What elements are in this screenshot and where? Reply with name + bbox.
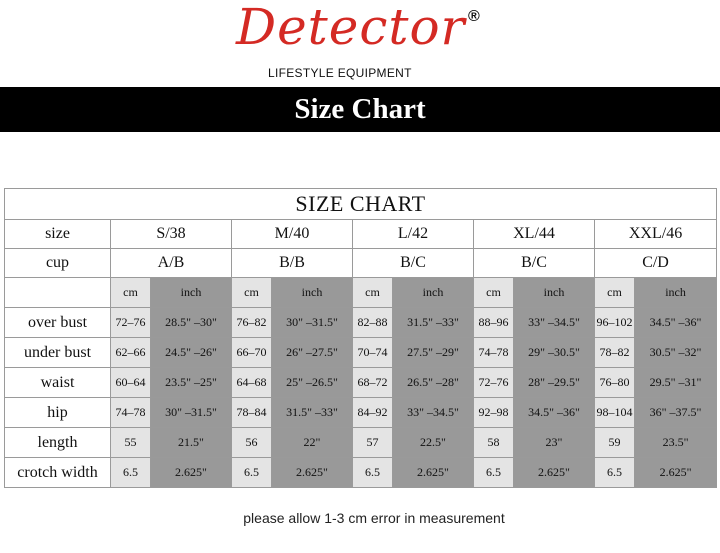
inch-value: 26" –27.5" xyxy=(272,338,353,368)
brand-name: Detector xyxy=(236,0,466,56)
inch-value: 29" –30.5" xyxy=(514,338,595,368)
measurement-label: waist xyxy=(5,368,111,398)
cm-value: 72–76 xyxy=(474,368,514,398)
inch-value: 24.5" –26" xyxy=(151,338,232,368)
cup-label: cup xyxy=(5,249,111,278)
cup-header: B/B xyxy=(232,249,353,278)
measurement-label: over bust xyxy=(5,308,111,338)
page-title: Size Chart xyxy=(294,93,426,125)
inch-value: 30" –31.5" xyxy=(272,308,353,338)
cm-value: 56 xyxy=(232,428,272,458)
table-row xyxy=(5,398,717,428)
cm-value: 88–96 xyxy=(474,308,514,338)
cup-row xyxy=(5,249,717,278)
cup-header: A/B xyxy=(111,249,232,278)
cm-value: 58 xyxy=(474,428,514,458)
unit-row-blank xyxy=(5,278,111,308)
size-header: M/40 xyxy=(232,220,353,249)
inch-value: 34.5" –36" xyxy=(514,398,595,428)
inch-value: 23" xyxy=(514,428,595,458)
measurement-label: under bust xyxy=(5,338,111,368)
measurement-label: crotch width xyxy=(5,458,111,488)
cm-value: 6.5 xyxy=(353,458,393,488)
table-row xyxy=(5,338,717,368)
inch-value: 23.5" xyxy=(635,428,717,458)
cm-value: 96–102 xyxy=(595,308,635,338)
inch-value: 2.625" xyxy=(272,458,353,488)
inch-value: 22.5" xyxy=(393,428,474,458)
unit-inch: inch xyxy=(635,278,717,308)
cm-value: 6.5 xyxy=(111,458,151,488)
cm-value: 57 xyxy=(353,428,393,458)
size-header: S/38 xyxy=(111,220,232,249)
inch-value: 28.5" –30" xyxy=(151,308,232,338)
unit-inch: inch xyxy=(151,278,232,308)
cm-value: 64–68 xyxy=(232,368,272,398)
cm-value: 76–82 xyxy=(232,308,272,338)
inch-value: 30" –31.5" xyxy=(151,398,232,428)
title-banner xyxy=(0,87,720,132)
measurement-note: please allow 1-3 cm error in measurement xyxy=(243,510,505,526)
cm-value: 68–72 xyxy=(353,368,393,398)
cm-value: 92–98 xyxy=(474,398,514,428)
inch-value: 21.5" xyxy=(151,428,232,458)
cm-value: 66–70 xyxy=(232,338,272,368)
table-row xyxy=(5,308,717,338)
inch-value: 22" xyxy=(272,428,353,458)
cm-value: 6.5 xyxy=(595,458,635,488)
cup-header: B/C xyxy=(474,249,595,278)
inch-value: 2.625" xyxy=(393,458,474,488)
table-row xyxy=(5,428,717,458)
inch-value: 34.5" –36" xyxy=(635,308,717,338)
inch-value: 33" –34.5" xyxy=(514,308,595,338)
unit-row xyxy=(5,278,717,308)
cm-value: 78–82 xyxy=(595,338,635,368)
cm-value: 60–64 xyxy=(111,368,151,398)
size-header: L/42 xyxy=(353,220,474,249)
unit-inch: inch xyxy=(393,278,474,308)
size-header: XL/44 xyxy=(474,220,595,249)
inch-value: 31.5" –33" xyxy=(272,398,353,428)
size-label: size xyxy=(5,220,111,249)
inch-value: 33" –34.5" xyxy=(393,398,474,428)
inch-value: 2.625" xyxy=(635,458,717,488)
inch-value: 28" –29.5" xyxy=(514,368,595,398)
table-row xyxy=(5,368,717,398)
table-title-row xyxy=(5,189,717,220)
size-header: XXL/46 xyxy=(595,220,717,249)
cm-value: 98–104 xyxy=(595,398,635,428)
cm-value: 84–92 xyxy=(353,398,393,428)
unit-cm: cm xyxy=(474,278,514,308)
unit-cm: cm xyxy=(232,278,272,308)
unit-inch: inch xyxy=(272,278,353,308)
measurement-label: hip xyxy=(5,398,111,428)
cm-value: 72–76 xyxy=(111,308,151,338)
cm-value: 76–80 xyxy=(595,368,635,398)
inch-value: 25" –26.5" xyxy=(272,368,353,398)
inch-value: 36" –37.5" xyxy=(635,398,717,428)
logo xyxy=(0,0,720,82)
cm-value: 78–84 xyxy=(232,398,272,428)
inch-value: 2.625" xyxy=(514,458,595,488)
measurement-label: length xyxy=(5,428,111,458)
inch-value: 30.5" –32" xyxy=(635,338,717,368)
cm-value: 70–74 xyxy=(353,338,393,368)
cm-value: 59 xyxy=(595,428,635,458)
cm-value: 74–78 xyxy=(474,338,514,368)
table-row xyxy=(5,458,717,488)
unit-cm: cm xyxy=(111,278,151,308)
table-title: SIZE CHART xyxy=(5,189,717,220)
cm-value: 82–88 xyxy=(353,308,393,338)
inch-value: 31.5" –33" xyxy=(393,308,474,338)
inch-value: 2.625" xyxy=(151,458,232,488)
inch-value: 26.5" –28" xyxy=(393,368,474,398)
size-row xyxy=(5,220,717,249)
cm-value: 6.5 xyxy=(232,458,272,488)
cm-value: 62–66 xyxy=(111,338,151,368)
registered-mark: ® xyxy=(468,8,480,25)
inch-value: 23.5" –25" xyxy=(151,368,232,398)
unit-cm: cm xyxy=(353,278,393,308)
brand-tagline: LIFESTYLE EQUIPMENT xyxy=(268,66,412,80)
cup-header: C/D xyxy=(595,249,717,278)
inch-value: 27.5" –29" xyxy=(393,338,474,368)
cm-value: 55 xyxy=(111,428,151,458)
unit-cm: cm xyxy=(595,278,635,308)
size-chart-table xyxy=(4,188,717,488)
cm-value: 6.5 xyxy=(474,458,514,488)
unit-inch: inch xyxy=(514,278,595,308)
inch-value: 29.5" –31" xyxy=(635,368,717,398)
cup-header: B/C xyxy=(353,249,474,278)
cm-value: 74–78 xyxy=(111,398,151,428)
